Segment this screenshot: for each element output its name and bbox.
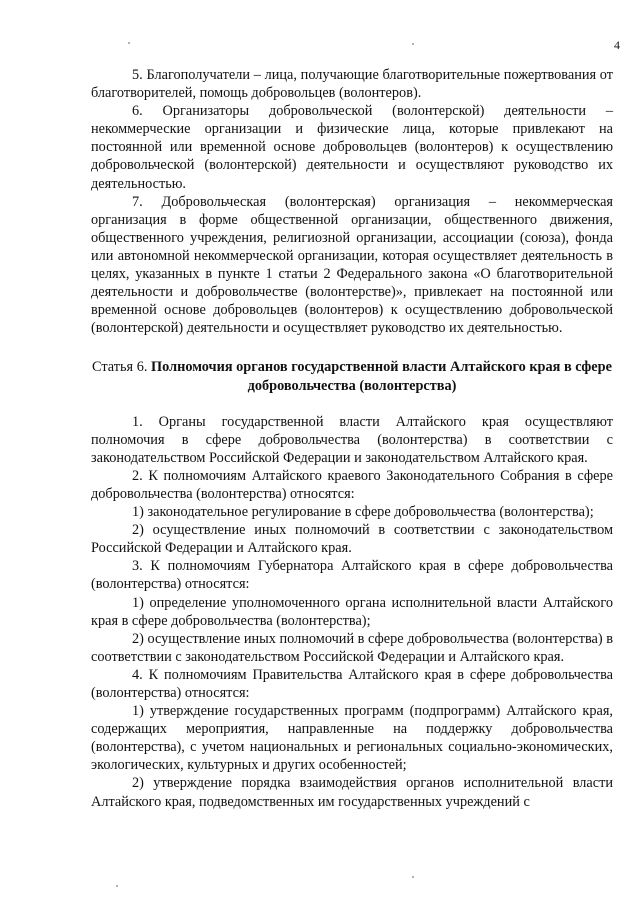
list-item: 2) утверждение порядка взаимодействия органов исполнительной власти Алтайского края, подведомственных им государственных учреждений с — [91, 775, 613, 810]
scan-speck — [412, 43, 414, 45]
paragraph: 2. К полномочиям Алтайского краевого Законодательного Собрания в сфере добровольчества (волонтерства) относятся: — [91, 467, 613, 502]
paragraph: 4. К полномочиям Правительства Алтайского края в сфере добровольчества (волонтерства) относятся: — [91, 666, 613, 701]
list-item: 2) осуществление иных полномочий в соответствии с законодательством Российской Федерации и Алтайского края. — [91, 522, 613, 557]
scan-speck — [412, 876, 414, 878]
article-title — [91, 358, 613, 394]
document-body — [91, 66, 613, 811]
list-item: 2) осуществление иных полномочий в сфере добровольчества (волонтерства) в соответствии с законодательством Российской Федерации и Алтайского края. — [91, 630, 613, 665]
scan-speck — [128, 42, 130, 44]
paragraph: 6. Организаторы добровольческой (волонтерской) деятельности – некоммерческие организации и физические лица, которые привлекают на постоянной или временной основе добровольцев (волонтеров) к осуществлению добровольческой (волонтерской) деятельности и осуществляют руководство их деятельностью. — [91, 103, 613, 192]
paragraph: 5. Благополучатели – лица, получающие благотворительные пожертвования от благотворителей, помощь добровольцев (волонтеров). — [91, 67, 613, 102]
paragraph: 7. Добровольческая (волонтерская) организация – некоммерческая организация в форме общественной организации, общественного движения, общественного учреждения, религиозной организации, ассоциации (союза), фонда или автономной некоммерческой организации, которая осуществляет деятельность в целях, указанных в пункте 1 статьи 2 Федерального закона «О благотворительной деятельности и добровольчестве (волонтерстве)», привлекает на постоянной или временной основе добровольцев (волонтеров) к осуществлению добровольческой (волонтерской) деятельности и осуществляет руководство их деятельностью. — [91, 193, 613, 337]
list-item: 1) утверждение государственных программ (подпрограмм) Алтайского края, содержащих мероприятия, направленные на поддержку добровольчества (волонтерства), с учетом национальных и региональных социально-экономических, экологических, культурных и других особенностей; — [91, 703, 613, 774]
article-heading: Полномочия органов государственной власти Алтайского края в сфере добровольчества (волонтерства) — [151, 359, 612, 394]
list-item: 1) законодательное регулирование в сфере добровольчества (волонтерства); — [132, 504, 594, 521]
paragraph: 1. Органы государственной власти Алтайского края осуществляют полномочия в сфере добровольчества (волонтерства) в соответствии с законодательством Российской Федерации и законодательством Алтайского края. — [91, 413, 613, 466]
list-item: 1) определение уполномоченного органа исполнительной власти Алтайского края в сфере добровольчества (волонтерства); — [91, 594, 613, 629]
article-label: Статья 6. — [92, 359, 148, 376]
paragraph: 3. К полномочиям Губернатора Алтайского края в сфере добровольчества (волонтерства) относятся: — [91, 558, 613, 593]
page-number: 4 — [614, 38, 620, 52]
scan-speck — [116, 885, 118, 887]
